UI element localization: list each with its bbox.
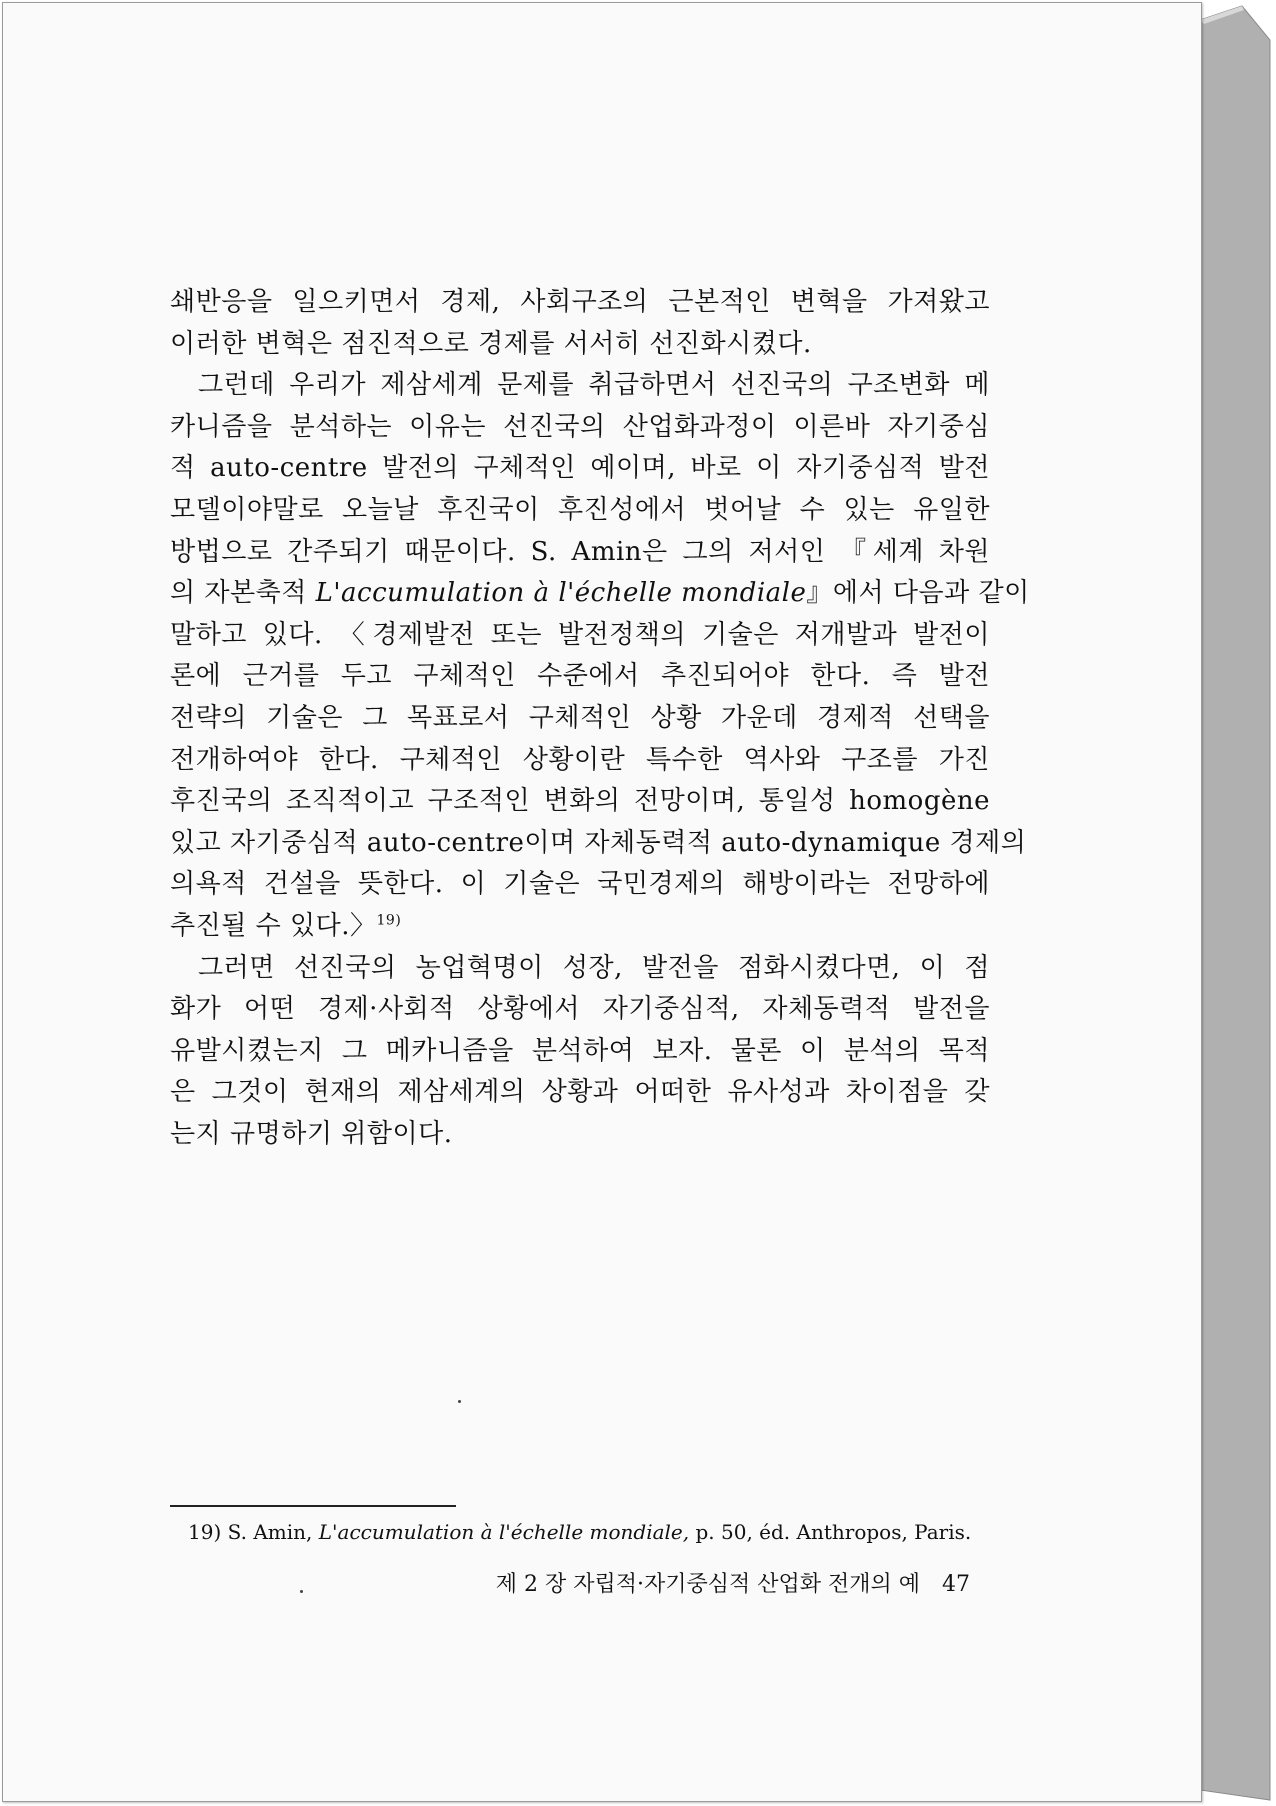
text-line	[170, 448, 990, 490]
text-line	[170, 407, 990, 449]
text-span: 유발시켰는지 그 메카니즘을 분석하여 보자. 물론 이 분석의 목적	[170, 1035, 990, 1066]
text-line	[170, 490, 990, 532]
text-line	[170, 1072, 990, 1114]
text-span: 방법으로 간주되기 때문이다. S. Amin은 그의 저서인 『세계 차원	[170, 536, 990, 567]
text-span: 말하고 있다. 〈경제발전 또는 발전정책의 기술은 저개발과 발전이	[170, 619, 990, 650]
footnote-reference: 19)	[376, 912, 402, 929]
text-span: 모델이야말로 오늘날 후진국이 후진성에서 벗어날 수 있는 유일한	[170, 494, 990, 525]
text-line	[170, 282, 990, 324]
text-span: 는지 규명하기 위함이다.	[170, 1118, 453, 1149]
text-span: 카니즘을 분석하는 이유는 선진국의 산업화과정이 이른바 자기중심	[170, 411, 990, 442]
footnote-number: 19)	[188, 1520, 222, 1544]
footnote-divider	[170, 1505, 456, 1507]
body-text	[170, 282, 1030, 1155]
text-span: 쇄반응을 일으키면서 경제, 사회구조의 근본적인 변혁을 가져왔고	[170, 287, 990, 317]
scan-speck	[458, 1400, 461, 1403]
footnote-title: L'accumulation à l'échelle mondiale,	[318, 1520, 690, 1544]
text-line	[170, 1114, 990, 1156]
footnote	[188, 1518, 998, 1546]
text-line	[170, 324, 990, 366]
text-span: 그런데 우리가 제삼세계 문제를 취급하면서 선진국의 구조변화 메	[198, 370, 990, 401]
scan-speck	[300, 1590, 303, 1593]
text-line	[170, 532, 990, 574]
text-line	[170, 906, 990, 948]
text-span: 전개하여야 한다. 구체적인 상황이란 특수한 역사와 구조를 가진	[170, 744, 990, 775]
text-span: 있고 자기중심적 auto-centre이며 자체동력적 auto-dynamique 경제의	[170, 827, 1027, 858]
text-span: 』에서 다음과 같이	[806, 578, 1030, 609]
text-line	[170, 948, 990, 990]
text-span: 후진국의 조직적이고 구조적인 변화의 전망이며, 통일성 homogène	[170, 786, 990, 817]
text-span: 의 자본축적	[170, 578, 316, 609]
text-line	[170, 615, 990, 657]
text-line	[170, 864, 990, 906]
text-span: 전략의 기술은 그 목표로서 구체적인 상황 가운데 경제적 선택을	[170, 702, 990, 733]
text-span: 그러면 선진국의 농업혁명이 성장, 발전을 점화시켰다면, 이 점	[198, 952, 990, 983]
footnote-details: p. 50, éd. Anthropos, Paris.	[695, 1520, 972, 1544]
text-line	[170, 781, 990, 823]
text-line	[170, 573, 1030, 615]
text-line	[170, 698, 990, 740]
text-span: 론에 근거를 두고 구체적인 수준에서 추진되어야 한다. 즉 발전	[170, 661, 990, 692]
text-line	[170, 365, 990, 407]
text-span: 화가 어떤 경제·사회적 상황에서 자기중심적, 자체동력적 발전을	[170, 994, 990, 1025]
text-span: 이러한 변혁은 점진적으로 경제를 서서히 선진화시켰다.	[170, 328, 812, 359]
text-line	[170, 656, 990, 698]
page-number: 47	[942, 1572, 970, 1597]
text-line	[170, 740, 990, 782]
text-line	[170, 1031, 990, 1073]
footnote-author: S. Amin,	[227, 1520, 313, 1544]
text-span: L'accumulation à l'échelle mondiale	[315, 578, 807, 609]
text-span: 의욕적 건설을 뜻한다. 이 기술은 국민경제의 해방이라는 전망하에	[170, 869, 990, 900]
text-span: 적 auto-centre 발전의 구체적인 예이며, 바로 이 자기중심적 발전	[170, 453, 990, 484]
text-line	[170, 989, 990, 1031]
text-span: 추진될 수 있다.〉	[170, 910, 377, 941]
running-footer	[410, 1570, 970, 1600]
text-line	[170, 823, 1027, 865]
chapter-title: 제 2 장 자립적·자기중심적 산업화 전개의 예	[495, 1572, 920, 1597]
text-span: 은 그것이 현재의 제삼세계의 상황과 어떠한 유사성과 차이점을 갖	[170, 1077, 990, 1108]
